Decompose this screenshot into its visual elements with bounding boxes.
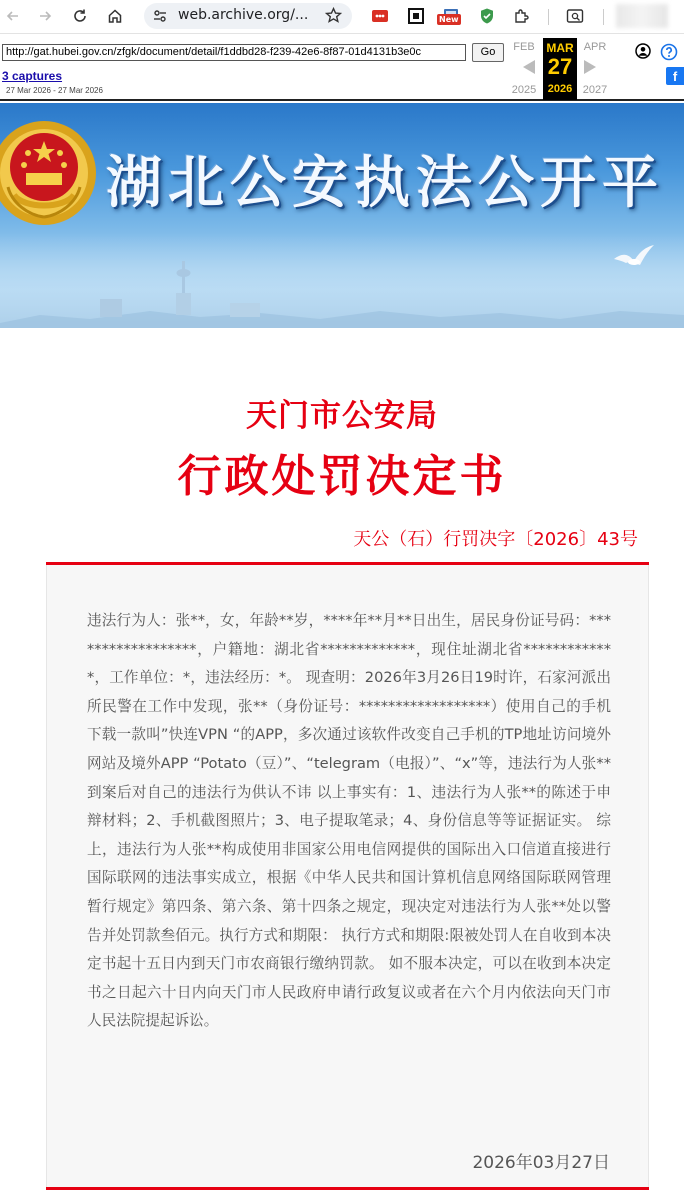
new-badge: New: [439, 15, 459, 24]
go-button[interactable]: Go: [472, 43, 504, 62]
site-settings-icon[interactable]: [152, 8, 168, 24]
decision-body-text: 违法行为人：张**，女，年龄**岁，****年**月**日出生，居民身份证号码：******************，户籍地：湖北省*************，现住址湖北省*************，工作单位：*，违法经历：*。 现查明：2026年3月26日19时许，石家河派出所民警在工作中发现，张**（身份证号：******************）使用自己的手机下载一款叫”快连VPN “的APP，多次通过该软件改变自己手机的TP地址访问境外网站及境外APP “Potato（豆）”、“telegram（电报）”、“x”等，违法行为人张**到案后对自己的违法行为供认不讳 以上事实有：1、违法行为人张**的陈述于申辩材料；2、手机截图照片；3、电子提取笔录；4、身份信息等等证据证实。 综上，违法行为人张**构成使用非国家公用电信网提供的国际出入口信道直接进行国际联网的违法事实成立，根据《中华人民共和国计算机信息网络国际联网管理暂行规定》第四条、第六条、第十四条之规定，现决定对违法行为人张**处以警告并处罚款叁佰元。执行方式和期限： 执行方式和期限:限被处罚人在自收到本决定书起十五日内到天门市农商银行缴纳罚款。 如不服本决定，可以在收到本决定书之日起六十日内向天门市人民政府申请行政复议或者在六个月内依法向天门市人民法院提起诉讼。: [87, 612, 611, 1030]
star-icon[interactable]: [325, 7, 342, 24]
seagull-icon: [612, 241, 656, 275]
browser-toolbar: [0, 0, 684, 34]
police-emblem-icon: [0, 117, 100, 229]
wayback-url-input[interactable]: http://gat.hubei.gov.cn/zfgk/document/detail/f1ddbd28-f239-42e6-8f87-01d4131b3e0c: [2, 44, 466, 61]
puzzle-icon[interactable]: [513, 7, 531, 25]
document-number: 天公（石）行罚决字〔2026〕43号: [353, 529, 638, 550]
back-icon[interactable]: [2, 5, 24, 27]
active-month: MAR: [546, 41, 574, 55]
forward-icon[interactable]: [34, 5, 56, 27]
agency-name: 天门市公安局: [246, 398, 438, 434]
toolbar-divider: [603, 9, 604, 25]
prev-month[interactable]: FEB: [513, 41, 535, 53]
footer-divider: [46, 1187, 649, 1190]
city-skyline: [0, 253, 684, 328]
site-banner: [0, 103, 684, 328]
active-year: 2026: [547, 83, 573, 95]
facebook-share-icon[interactable]: f: [666, 67, 684, 85]
decision-content-panel: [46, 565, 649, 1187]
user-icon[interactable]: [635, 43, 651, 59]
captures-link[interactable]: 3 captures: [2, 69, 63, 83]
search-tab-icon[interactable]: [566, 7, 584, 25]
toolbar-divider: [548, 9, 549, 25]
profile-avatar[interactable]: [616, 4, 668, 28]
next-year[interactable]: 2027: [582, 84, 608, 96]
site-title: 湖北公安执法公开平: [106, 151, 664, 216]
extension-icon[interactable]: [371, 7, 389, 25]
next-month[interactable]: APR: [583, 41, 607, 53]
address-text: web.archive.org/...: [178, 7, 309, 23]
home-icon[interactable]: [104, 5, 126, 27]
qr-icon[interactable]: [407, 7, 425, 25]
next-capture-arrow-icon[interactable]: [584, 60, 596, 74]
document-type: 行政处罚决定书: [177, 451, 507, 502]
wayback-toolbar: [0, 35, 684, 101]
prev-year[interactable]: 2025: [511, 84, 537, 96]
reload-icon[interactable]: [69, 5, 91, 27]
address-bar[interactable]: [144, 3, 352, 29]
decision-date: 2026年03月27日: [472, 1153, 610, 1173]
active-capture-date: [543, 38, 577, 100]
prev-capture-arrow-icon[interactable]: [523, 60, 535, 74]
shield-icon[interactable]: [478, 7, 496, 25]
active-day: 27: [547, 54, 573, 79]
help-icon[interactable]: [660, 43, 678, 61]
capture-range: 27 Mar 2026 - 27 Mar 2026: [6, 86, 103, 95]
